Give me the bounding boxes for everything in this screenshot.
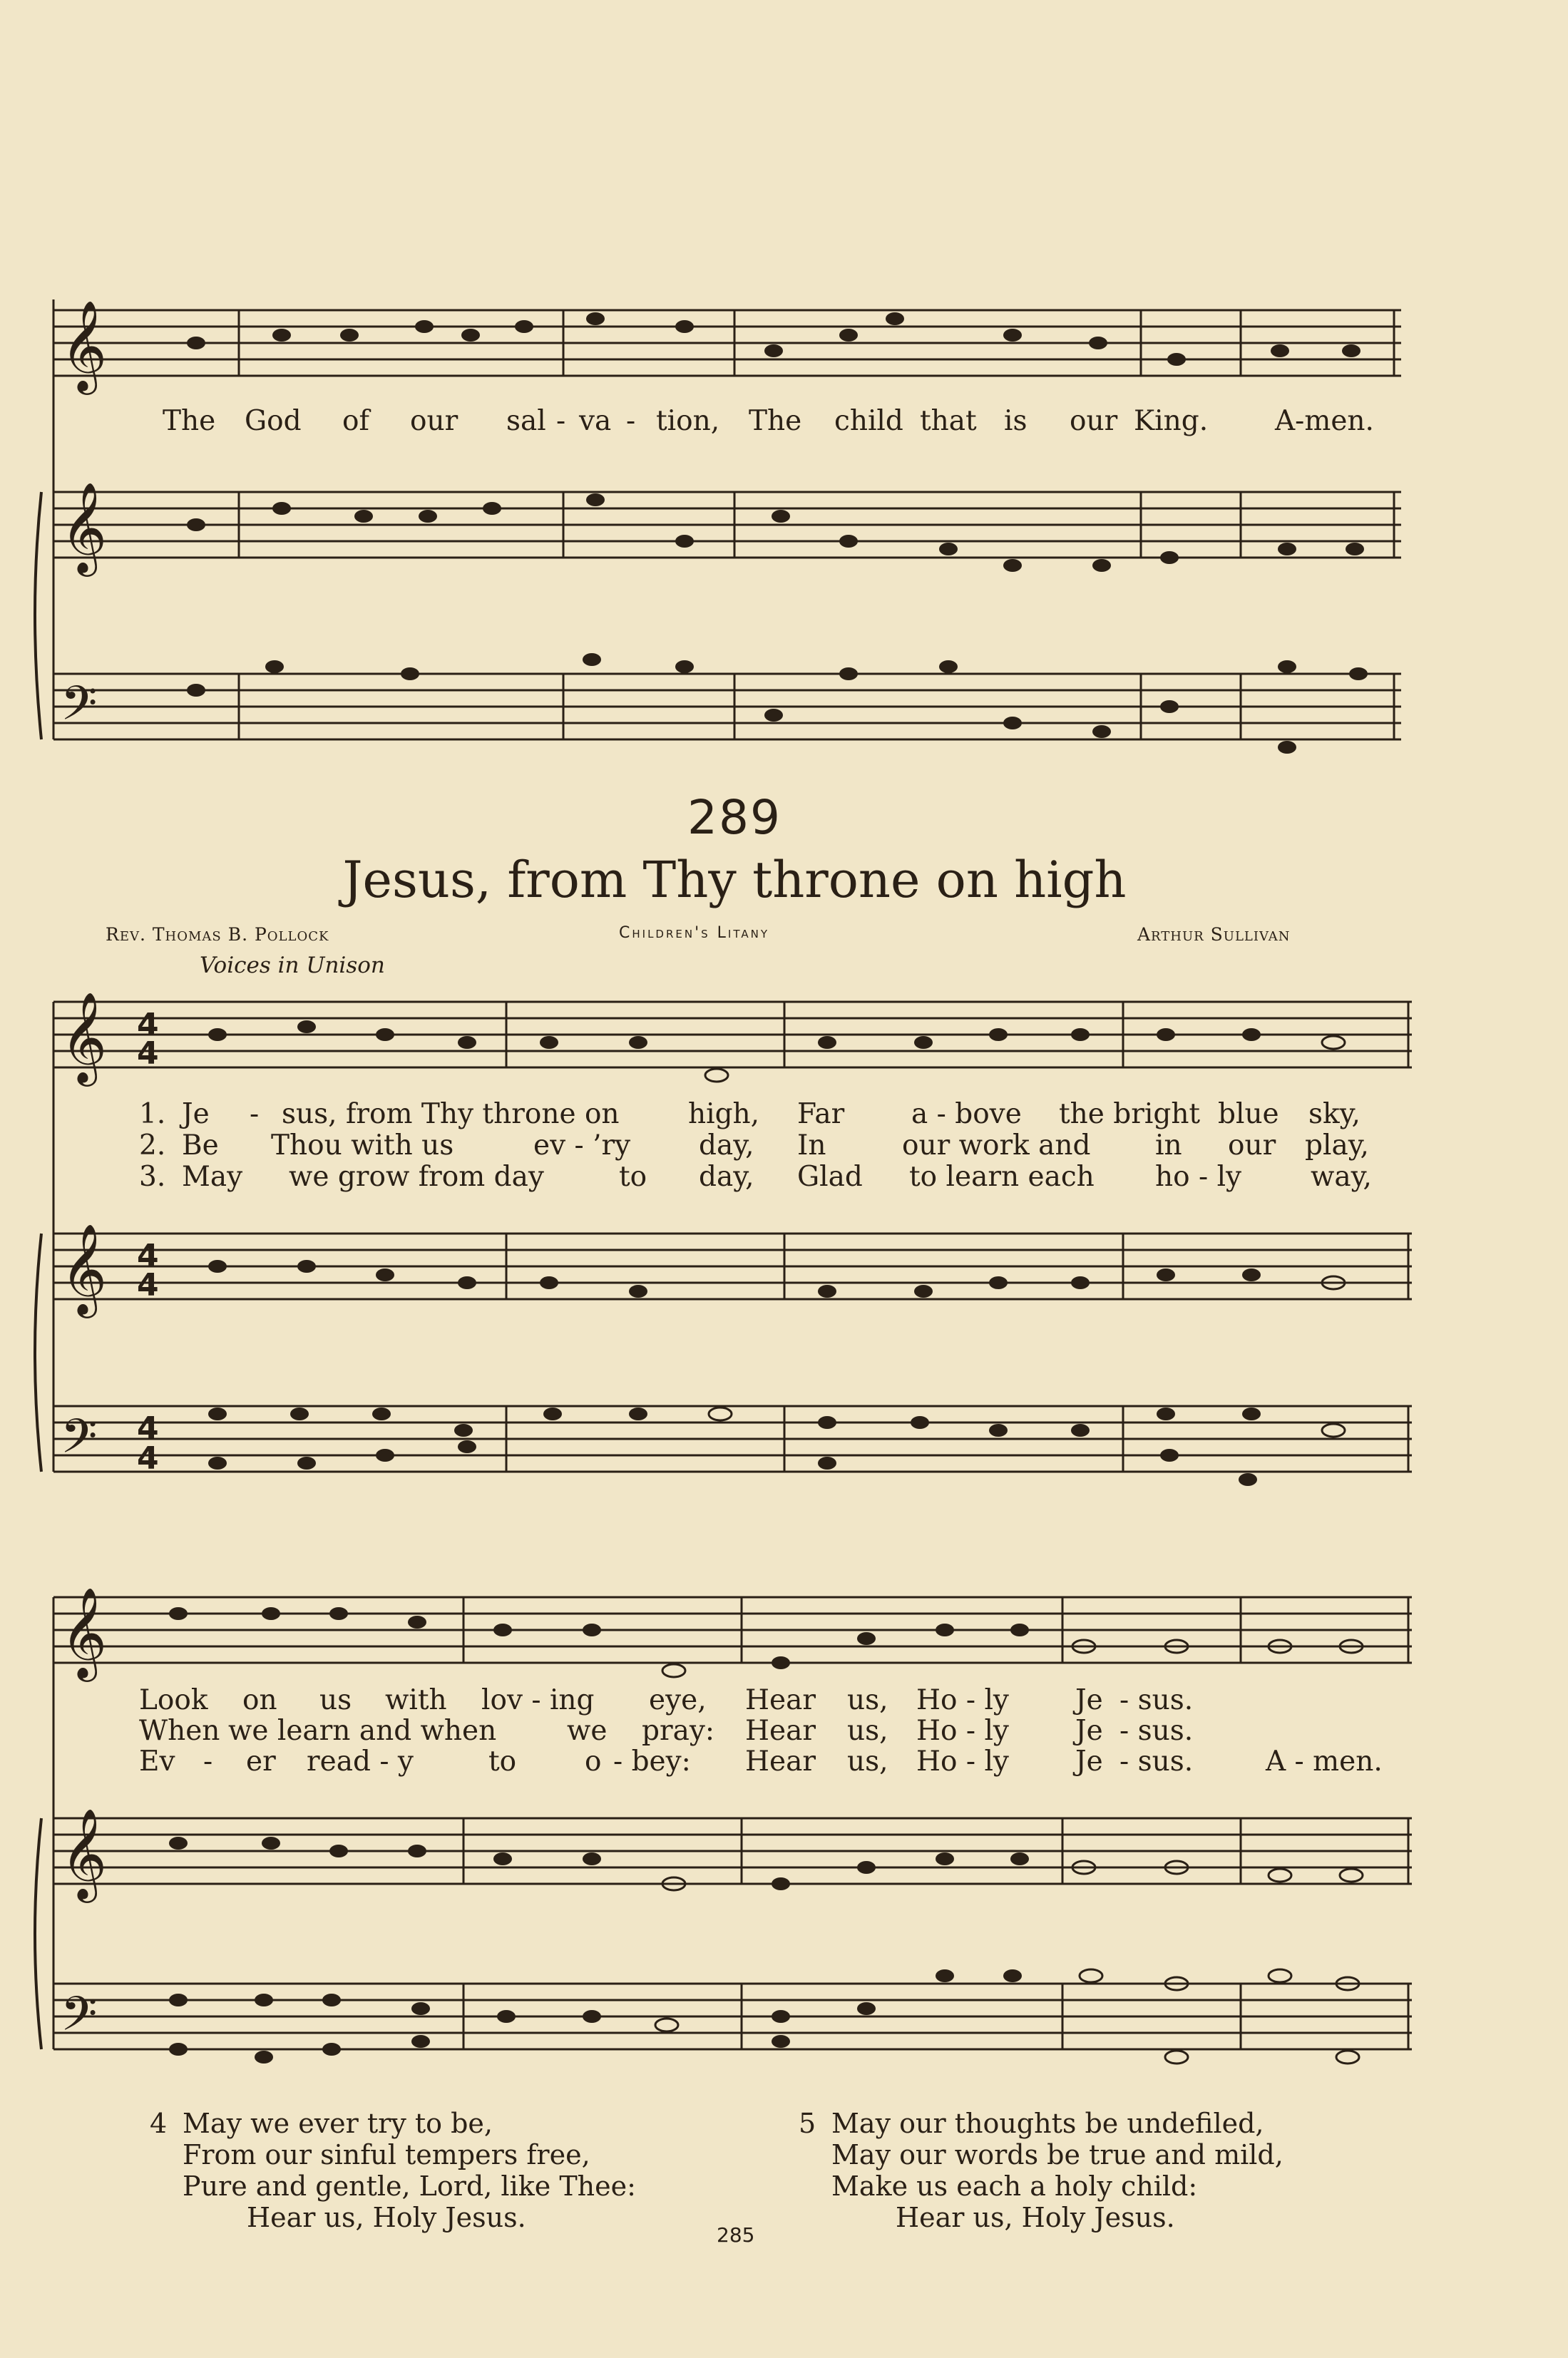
stanza-number: 4 <box>150 2108 168 2139</box>
performance-direction: Voices in Unison <box>200 953 385 978</box>
lyric: - <box>626 405 636 437</box>
lyric: lov - ing <box>481 1684 595 1716</box>
lyric: Be <box>182 1129 219 1162</box>
lyric: eye, <box>649 1684 707 1716</box>
lyric: o <box>585 1746 602 1778</box>
lyric: Look <box>139 1684 208 1716</box>
lyric: Ho - ly <box>916 1684 1009 1716</box>
lyric: in <box>1155 1129 1182 1162</box>
staff-lines-sys1-treble <box>53 1234 1412 1299</box>
svg-text:4: 4 <box>137 1267 159 1303</box>
lyric: we <box>567 1715 608 1747</box>
lyric: blue <box>1218 1098 1279 1130</box>
lyric: God <box>245 405 302 437</box>
lyric: with <box>385 1684 447 1716</box>
lyric: Je <box>1075 1746 1103 1778</box>
lyric: our work and <box>902 1129 1091 1162</box>
lyric: us, <box>847 1684 888 1716</box>
lyric: play, <box>1305 1129 1369 1162</box>
verse-number: 3. <box>139 1161 166 1193</box>
lyric: us, <box>847 1746 888 1778</box>
lyric: tion, <box>656 405 720 437</box>
svg-text:𝄢: 𝄢 <box>61 676 98 742</box>
lyric: The <box>163 405 216 437</box>
hymn-number: 289 <box>687 790 782 845</box>
svg-text:4: 4 <box>137 1007 159 1043</box>
lyric: child <box>834 405 903 437</box>
stanza-line: Hear us, Holy Jesus. <box>247 2202 526 2233</box>
lyric: us, <box>847 1715 888 1747</box>
verse-number: 1. <box>139 1098 166 1130</box>
lyric: Ho - ly <box>916 1746 1009 1778</box>
lyric: Je <box>1075 1684 1103 1716</box>
staff-lines-sys2-treble <box>53 1818 1412 1884</box>
lyric: The <box>749 405 802 437</box>
lyric: that <box>920 405 977 437</box>
staff-lines-prev-treble <box>53 310 1401 376</box>
lyric: of <box>342 405 369 437</box>
staff-lines-prev-middle <box>53 492 1401 558</box>
svg-text:𝄞: 𝄞 <box>61 991 108 1082</box>
stanza-line: May we ever try to be, <box>183 2108 493 2139</box>
lyric: Je <box>1075 1715 1103 1747</box>
lyric: day, <box>699 1129 754 1162</box>
svg-text:𝄞: 𝄞 <box>61 481 108 573</box>
lyric: May <box>182 1161 243 1193</box>
lyric: a - bove <box>911 1098 1022 1130</box>
page-number: 285 <box>717 2223 755 2247</box>
lyric: Ev <box>139 1746 175 1778</box>
lyric: ho - ly <box>1155 1161 1242 1193</box>
stanza-number: 5 <box>799 2108 816 2139</box>
lyric: our <box>410 405 458 437</box>
svg-text:4: 4 <box>137 1440 159 1477</box>
lyric: In <box>797 1129 826 1162</box>
lyric: we learn and when <box>228 1715 497 1747</box>
lyric: our <box>1070 405 1118 437</box>
lyric: Thou with us <box>271 1129 454 1162</box>
lyric: our <box>1228 1129 1276 1162</box>
lyric: way, <box>1311 1161 1372 1193</box>
lyric: er <box>246 1746 276 1778</box>
staff-lines-sys2-melody <box>53 1597 1412 1663</box>
stanza-line: May our words be true and mild, <box>831 2139 1283 2170</box>
lyric: When <box>139 1715 220 1747</box>
svg-text:4: 4 <box>137 1035 159 1072</box>
lyric: King. <box>1134 405 1209 437</box>
lyric: Ho - ly <box>916 1715 1009 1747</box>
lyric: sus, from Thy throne on <box>282 1098 620 1130</box>
staff-lines-prev-bass <box>53 674 1401 739</box>
svg-text:𝄢: 𝄢 <box>61 1987 98 2053</box>
lyric: - sus. <box>1119 1746 1194 1778</box>
lyric: Je <box>182 1098 210 1130</box>
lyric: day, <box>699 1161 754 1193</box>
hymn-tune: Children's Litany <box>619 924 769 942</box>
svg-text:𝄞: 𝄞 <box>61 1808 108 1899</box>
svg-text:4: 4 <box>137 1410 159 1447</box>
lyric: Glad <box>797 1161 863 1193</box>
svg-text:𝄞: 𝄞 <box>61 1223 108 1314</box>
stanza-line: From our sinful tempers free, <box>183 2139 590 2170</box>
stanza-5 <box>799 2108 1283 2233</box>
lyric: Hear <box>745 1684 816 1716</box>
verse-number: 2. <box>139 1129 166 1162</box>
lyric: - sus. <box>1119 1715 1194 1747</box>
lyric: Hear <box>745 1746 816 1778</box>
lyric: Hear <box>745 1715 816 1747</box>
lyric: the bright <box>1059 1098 1201 1130</box>
lyric: va <box>579 405 612 437</box>
stanza-line: May our thoughts be undefiled, <box>831 2108 1264 2139</box>
lyric: read - y <box>307 1746 414 1778</box>
svg-text:𝄞: 𝄞 <box>61 1586 108 1678</box>
lyric: is <box>1004 405 1028 437</box>
lyric: - <box>250 1098 260 1130</box>
lyric: we grow from day <box>289 1161 544 1193</box>
lyric: to <box>619 1161 647 1193</box>
stanza-line: Make us each a holy child: <box>831 2170 1198 2202</box>
lyric: - bey: <box>613 1746 691 1778</box>
lyric: to <box>488 1746 517 1778</box>
staff-lines-sys2-bass <box>53 1984 1412 2049</box>
lyric: ev - ’ry <box>533 1129 631 1162</box>
staff-lines-sys1-bass <box>53 1406 1412 1472</box>
lyric: on <box>242 1684 277 1716</box>
stanza-line: Hear us, Holy Jesus. <box>896 2202 1175 2233</box>
lyric: sal <box>506 405 546 437</box>
lyric: A-men. <box>1275 405 1374 437</box>
lyric: Far <box>797 1098 845 1130</box>
lyric: - <box>203 1746 213 1778</box>
hymn-author: Rev. Thomas B. Pollock <box>106 924 329 945</box>
svg-text:4: 4 <box>137 1238 159 1274</box>
lyric: pray: <box>642 1715 715 1747</box>
lyric: A - men. <box>1266 1746 1383 1778</box>
lyric: sky, <box>1308 1098 1361 1130</box>
svg-text:𝄢: 𝄢 <box>61 1409 98 1475</box>
lyric: - <box>556 405 566 437</box>
stanza-line: Pure and gentle, Lord, like Thee: <box>183 2170 636 2202</box>
lyric: high, <box>688 1098 760 1130</box>
staff-lines-sys1-melody <box>53 1002 1412 1067</box>
lyric: to learn each <box>909 1161 1095 1193</box>
hymn-title: Jesus, from Thy throne on high <box>342 851 1127 909</box>
hymn-composer: Arthur Sullivan <box>1137 924 1291 945</box>
svg-text:𝄞: 𝄞 <box>61 299 108 391</box>
lyric: - sus. <box>1119 1684 1194 1716</box>
stanza-4 <box>150 2108 636 2233</box>
lyric: us <box>319 1684 352 1716</box>
